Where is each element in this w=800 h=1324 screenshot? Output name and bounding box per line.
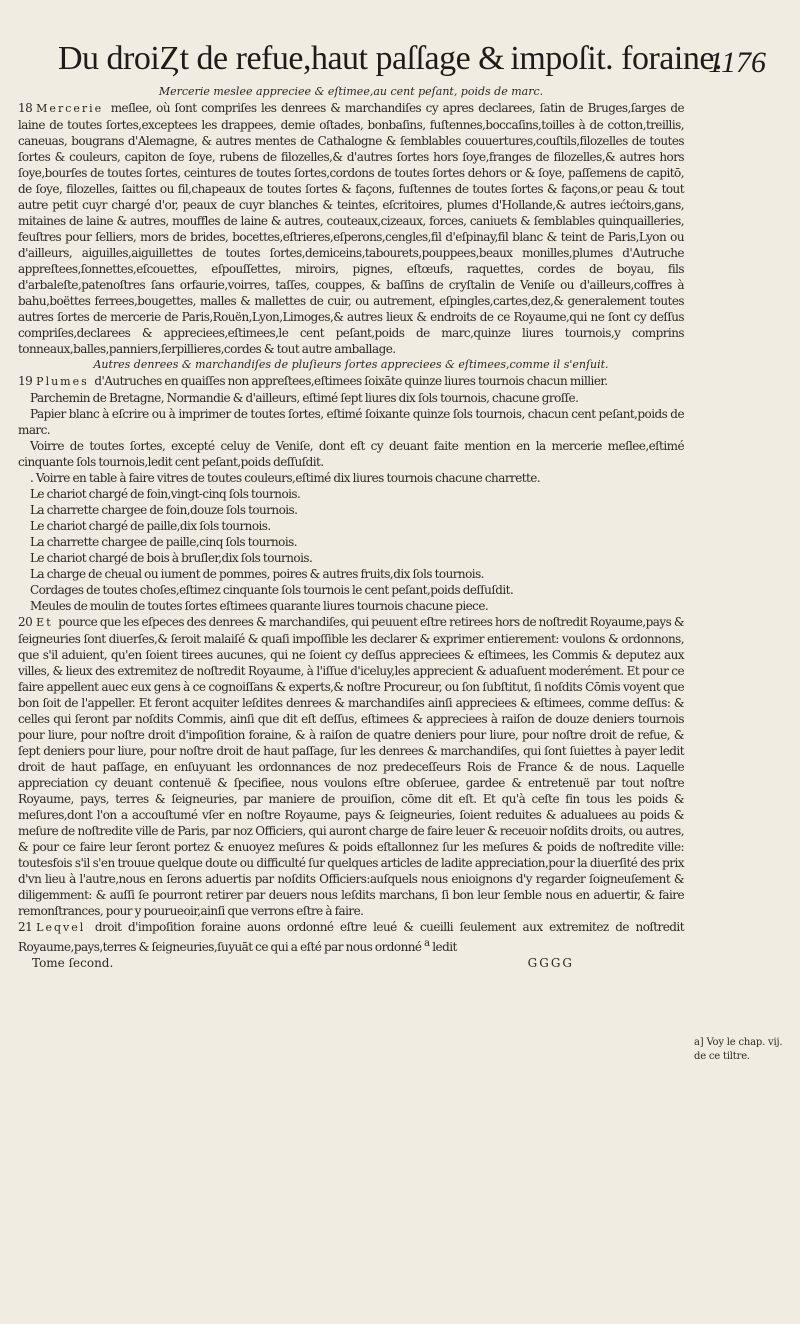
running-head: Du droiȤt de refue,haut paſſage & impoſit. foraine.: [58, 40, 722, 77]
list-item: Le chariot chargé de bois à bruſler,dix ſols tournois.: [30, 551, 313, 565]
list-item: La charge de cheual ou iument de pommes, poires & autres fruits,dix ſols tournois.: [30, 567, 484, 581]
article-text-tail: ledit: [429, 940, 457, 954]
list-item: Cordages de toutes choſes,eſtimez cinquante ſols tournois le cent peſant,poids deſſuſdit.: [30, 583, 514, 597]
page-number: 1176: [708, 46, 766, 79]
section-subtitle: Autres denrees & marchandiſes de pluſieurs ſortes appreciees & eſtimees,comme il s'enſuit.: [93, 358, 609, 371]
text-block: [18, 84, 684, 971]
article-number: 20: [18, 615, 33, 629]
list-item: La charrette chargee de paille,cinq ſols tournois.: [30, 535, 298, 549]
list-item: . Voirre en table à faire vitres de toutes couleurs,eſtimé dix liures tournois chacune charrette.: [30, 471, 541, 485]
article-number: 21: [18, 920, 33, 934]
article-number: 18: [18, 101, 33, 115]
article-lead-word: Et: [36, 616, 53, 629]
article-text: meſlee, où ſont compriſes les denrees & marchandiſes cy apres declarees, ſatin de Bruges,ſarges de laine de toutes ſortes,exceptees les drappees, demie oſtades, bonbaſins, fuſtennes,boccaſins,toilles à de cotton,treillis, caneuas, bougrans d'Alemagne, & autres mentes de Cathalogne & ſemblables couuertures,couſtils,filozelles de toutes ſortes & couleurs, capiton de ſoye, rubens de filozelles,& d'autres ſortes hors ſoye,franges de filozelles,& autres hors ſoye,bourſes de toutes ſortes, ceintures de toutes ſortes,cordons de toutes ſortes dehors or & ſoye, paſſemens de capitō, de ſoye, filozelles, ſaittes ou fil,chapeaux de toutes ſortes & façons, fuſtennes de toutes ſortes & façons,or peau & tout autre petit cuyr chargé d'or, peaux de cuyr blanches & teintes, eſcritoires, plumes d'Hollande,& autres iećtoirs,gans, mitaines de laine & autres, mouffles de laine & autres, couteaux,cizeaux, forces, caniuets & ſemblables quinquailleries, feuſtres pour ſelliers, mors de brides, bocettes,eſtrieres,eſperons,cengles,fil d'eſpinay,fil blanc & teint de Paris,Lyon ou d'ailleurs, aiguilles,aiguillettes de toutes ſortes,demiceins,tabourets,pouppees,beaux monilles,plumes d'Autruche appreſtees,ſonnettes,eſcouettes, eſpouſſettes, miroirs, pignes, eſtœufs, raquettes, cordes de boyau, fils d'arbaleſte,patenoſtres ſans orfaurie,voirres, taſſes, couppes, & baſſins de cryſtalin de Veniſe ou d'ailleurs,coffres à bahu,boëttes ferrees,bougettes, malles & mallettes de cuir, ou autrement, eſpingles,cartes,dez,& generalement toutes autres ſortes de mercerie de Paris,Rouën,Lyon,Limoges,& autres lieux & endroits de ce Royaume,qui ne ſont cy deſſus compriſes,declarees & appreciees,eſtimees,le cent peſant,poids de marc,quinze liures tournois,y comprins tonneaux,balles,panniers,ſerpillieres,cordes & tout autre amballage.: [18, 101, 684, 356]
page-footer: [18, 955, 684, 971]
page-header: [58, 40, 766, 88]
article-21: [18, 919, 684, 955]
article-text: d'Autruches en quaiſſes non appreſtees,eſtimees ſoixāte quinze liures tournois chacun millier.: [91, 374, 608, 388]
list-item: Papier blanc à eſcrire ou à imprimer de toutes ſortes, eſtimé ſoixante quinze ſols tournois, chacun cent peſant,poids de marc.: [18, 407, 684, 437]
article-lead-word: Plumes: [36, 375, 89, 388]
list-item: Voirre de toutes ſortes, excepté celuy de Veniſe, dont eſt cy deuant faite mention en la mercerie meſlee,eſtimé cinquante ſols tournois,ledit cent peſant,poids deſſuſdit.: [18, 439, 684, 469]
list-item: Le chariot chargé de paille,dix ſols tournois.: [30, 519, 271, 533]
article-text: pource que les eſpeces des denrees & marchandiſes, qui peuuent eſtre retirees hors de noſtredit Royaume,pays & ſeigneuries ſont diuerſes,& ſeroit malaiſé & quaſi impoſſible les declarer & exprimer entierement: voulons & ordonnons, que s'il aduient, qu'en ſoient tirees aucunes, qui ne ſoient cy deſſus appreciees & eſtimees, les Commis & deputez aux villes, & lieux des extremitez de noſtredit Royaume, à l'iſſue d'iceluy,les apprecient & aduaſuent moderément. Et pour ce faire appellent auec eux gens à ce cognoiſſans & experts,& noſtre Procureur, ou ſon ſubſtitut, ſi noſdits Cōmis voyent que bon ſoit de l'appeller. Et feront acquiter leſdites denrees & marchandiſes ainſi appreciees & eſtimees, comme deſſus: & celles qui ſeront par noſdits Commis, ainſi que dit eſt deſſus, eſtimees & appreciees à raiſon de douze deniers tournois pour liure, pour noſtre droit d'impoſition foraine, & à raiſon de quatre deniers pour liure, pour noſtre droit de refue, & ſept deniers pour liure, pour noſtre droit de haut paſſage, ſur les denrees & marchandiſes, qui ſont ſuiettes à payer ledit droit de haut paſſage, en enſuyuant les ordonnances de noz predeceſſeurs Rois de France & de nous. Laquelle appreciation cy deuant contenuë & ſpecifiee, nous voulons eſtre obſeruee, gardee & entretenuë par tout noſtre Royaume, pays, terres & ſeigneuries, par maniere de prouiſion, cōme dit eſt. Et qu'à ceſte fin tous les poids & meſures,dont l'on a accouſtumé vſer en noſtre Royaume, pays & ſeigneuries, ſoient reduites & adualuees au poids & meſure de noſtredite ville de Paris, par noz Officiers, qui auront charge de faire leuer & receuoir noſdits droits, ou autres, & pour ce faire leur ſeront portez & enuoyez meſures & poids eſtallonnez ſur les meſures & poids de noſtredite ville: toutesfois s'il s'en trouue quelque doute ou difficulté ſur quelques articles de ladite appreciation,pour la diuerſité des prix d'vn lieu à l'autre,nous en ſerons aduertis par noſdits Officiers:auſquels nous enioignons d'y regarder ſoigneuſement & diligemment: & auſſi ſe pourront retirer par deuers nous leſdits marchans, ſi bon leur ſemble nous en aduertir, & faire remonſtrances, pour y pourueoir,ainſi que verrons eſtre à faire.: [18, 615, 684, 918]
margin-note: a] Voy le chap. vij. de ce tiltre.: [694, 1037, 783, 1062]
article-number: 19: [18, 374, 33, 388]
list-item: Parchemin de Bretagne, Normandie & d'ailleurs, eſtimé ſept liures dix ſols tournois, chacune groſſe.: [30, 391, 579, 405]
footnote-marker: a: [424, 938, 430, 949]
signature-mark: GGGG: [527, 956, 574, 970]
article-text: droit d'impoſition foraine auons ordonné eſtre leué & cueilli ſeulement aux extremitez de noſtredit Royaume,pays,terres & ſeigneuries,ſuyuāt ce qui a eſté par nous ordonné: [18, 920, 684, 954]
list-item: La charrette chargee de foin,douze ſols tournois.: [30, 503, 298, 517]
article-19: [18, 373, 684, 390]
article-lead-word: Mercerie: [36, 102, 104, 115]
section-subtitle: Mercerie meslee appreciee & eſtimee,au cent peſant, poids de marc.: [158, 85, 544, 98]
list-item: Le chariot chargé de foin,vingt-cinq ſols tournois.: [30, 487, 301, 501]
volume-label: Tome ſecond.: [32, 956, 114, 970]
article-lead-word: Leqvel: [36, 921, 86, 934]
article-18: [18, 100, 684, 357]
article-20: [18, 614, 684, 919]
list-item: Meules de moulin de toutes ſortes eſtimees quarante liures tournois chacune piece.: [30, 599, 489, 613]
